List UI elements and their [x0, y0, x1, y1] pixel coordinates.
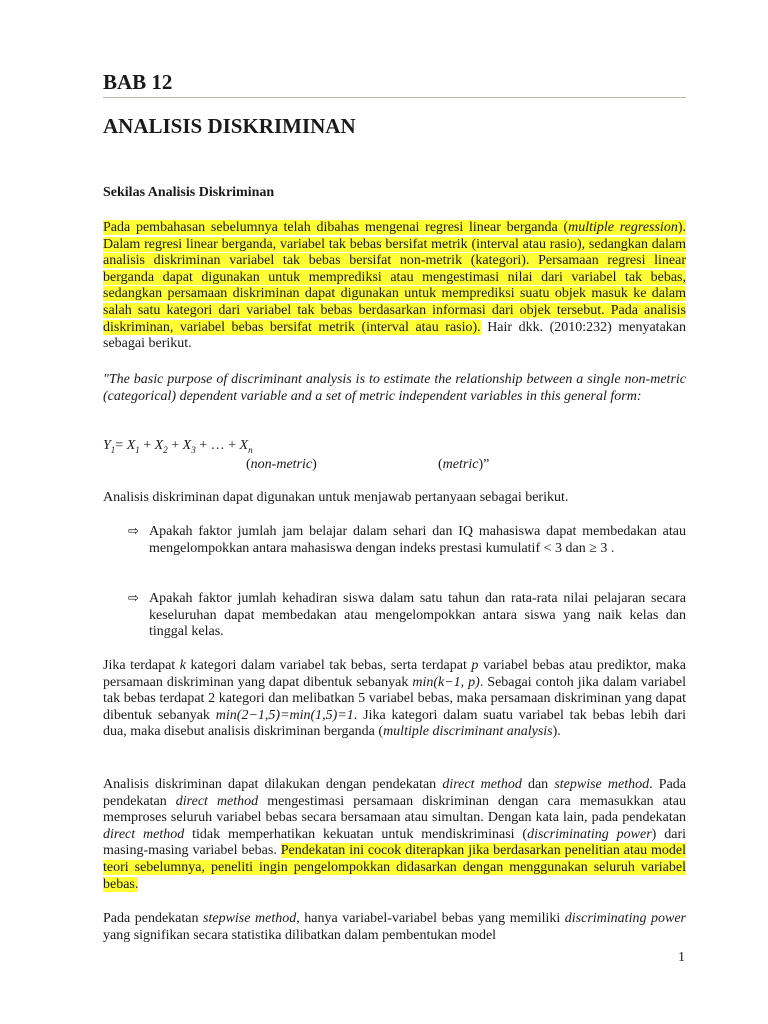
- paragraph-methods: Analisis diskriminan dapat dilakukan dengan pendekatan direct method dan stepwise method. Pada pendekatan direct method mengestimasi persamaan diskriminan dengan cara memasukkan atau memproses seluruh variabel bebas secara bersamaan atau simultan. Dengan kata lain, pada pendekatan direct method tidak memperhatikan kekuatan untuk mendiskriminasi (discriminating power) dari masing-masing variabel bebas. Pendekatan ini cocok diterapkan jika berdasarkan penelitian atau model teori sebelumnya, peneliti ingin pengelompokkan didasarkan dengan menggunakan seluruh variabel bebas.: [103, 777, 686, 892]
- list-item-text: Apakah faktor jumlah kehadiran siswa dalam satu tahun dan rata-rata nilai pelajaran secara keseluruhan dapat membedakan atau mengelompokkan antara siswa yang naik kelas dan tinggal kelas.: [149, 591, 686, 640]
- chapter-heading: BAB 12: [103, 70, 686, 98]
- formula-example: min(2−1,5)=min(1,5)=1: [215, 707, 354, 723]
- chapter-title: ANALISIS DISKRIMINAN: [103, 114, 356, 138]
- non-metric-note: (non-metric): [246, 457, 317, 472]
- quote-paragraph: "The basic purpose of discriminant analysis is to estimate the relationship between a single non-metric (categorical) dependent variable and a set of metric independent variables in this general form:: [103, 372, 686, 404]
- paragraph-intro: Pada pembahasan sebelumnya telah dibahas mengenai regresi linear berganda (multiple regression). Dalam regresi linear berganda, variabel tak bebas bersifat metrik (interval atau rasio), sedangkan dalam analisis diskriminan variabel tak bebas bersifat non-metrik (kategori). Persamaan regresi linear berganda dapat digunakan untuk memprediksi atau mengestimasi nilai dari variabel tak bebas, sedangkan persamaan diskriminan dapat digunakan untuk memprediksi suatu objek masuk ke dalam salah satu kategori dari variabel tak bebas berdasarkan informasi dari objek tersebut. Pada analisis diskriminan, variabel bebas bersifat metrik (interval atau rasio). Hair dkk. (2010:232) menyatakan sebagai berikut.: [103, 220, 686, 352]
- arrow-right-icon: ⇨: [128, 591, 139, 606]
- formula-min: min(k−1, p): [412, 674, 480, 690]
- paragraph-stepwise: Pada pendekatan stepwise method, hanya variabel-variabel bebas yang memiliki discriminating power yang signifikan secara statistika dilibatkan dalam pembentukan model: [103, 911, 686, 943]
- metric-note: (metric)”: [438, 457, 490, 472]
- paragraph-functions: Jika terdapat k kategori dalam variabel tak bebas, serta terdapat p variabel bebas atau prediktor, maka persamaan diskriminan yang dapat dibentuk sebanyak min(k−1, p). Sebagai contoh jika dalam variabel tak bebas terdapat 2 kategori dan melibatkan 5 variabel bebas, maka persamaan diskriminan yang dapat dibentuk sebanyak min(2−1,5)=min(1,5)=1. Jika kategori dalam suatu variabel tak bebas lebih dari dua, maka disebut analisis diskriminan berganda (multiple discriminant analysis).: [103, 658, 686, 740]
- paragraph-questions: Analisis diskriminan dapat digunakan untuk menjawab pertanyaan sebagai berikut.: [103, 490, 569, 505]
- section-heading: Sekilas Analisis Diskriminan: [103, 185, 275, 200]
- highlighted-text: Pendekatan ini cocok diterapkan jika berdasarkan penelitian atau model teori sebelumnya, peneliti ingin pengelompokkan didasarkan dengan menggunakan seluruh variabel bebas.: [103, 843, 686, 892]
- page-number: 1: [678, 950, 685, 965]
- list-item-text: Apakah faktor jumlah jam belajar dalam sehari dan IQ mahasiswa dapat membedakan atau mengelompokkan antara mahasiswa dengan indeks prestasi kumulatif < 3 dan ≥ 3 .: [149, 524, 686, 556]
- general-equation: $Y_1= X_1 + X_2 + X_3$ + … + $X_n$: [103, 438, 253, 455]
- highlighted-text: Pada pembahasan sebelumnya telah dibahas mengenai regresi linear berganda (multiple regression). Dalam regresi linear berganda, variabel tak bebas bersifat metrik (interval atau rasio), sedangkan dalam analisis diskriminan variabel tak bebas bersifat non-metrik (kategori). Persamaan regresi linear berganda dapat digunakan untuk memprediksi atau mengestimasi nilai dari variabel tak bebas, sedangkan persamaan diskriminan dapat digunakan untuk memprediksi suatu objek masuk ke dalam salah satu kategori dari variabel tak bebas berdasarkan informasi dari objek tersebut. Pada analisis diskriminan, variabel bebas bersifat metrik (interval atau rasio).: [103, 220, 686, 335]
- arrow-right-icon: ⇨: [128, 524, 139, 539]
